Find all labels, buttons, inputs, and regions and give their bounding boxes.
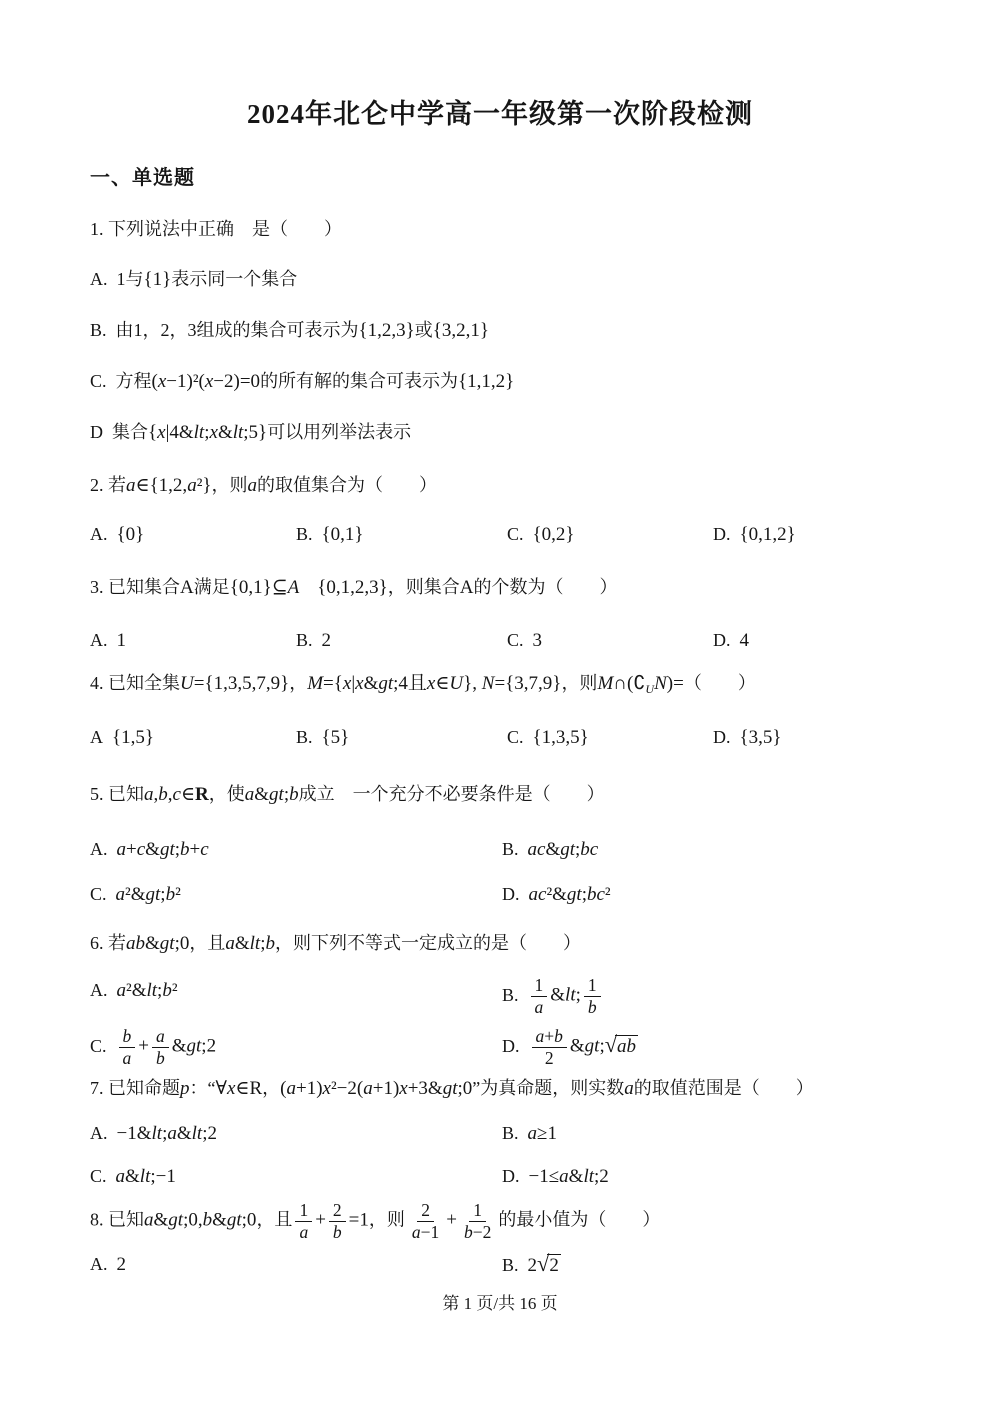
option xyxy=(90,1118,502,1149)
math-run: a xyxy=(247,475,258,496)
text-run: 7. 已知命题 xyxy=(90,1078,180,1098)
text-run xyxy=(299,577,317,597)
option-label: A xyxy=(90,727,103,747)
math-run: {1,5} xyxy=(112,727,154,748)
text-run: ，则下列不等式一定成立的是（ ） xyxy=(274,933,581,953)
option-label: B. xyxy=(296,727,313,747)
option xyxy=(502,975,910,1018)
math-run: (a+1)x²−2(a+1)x+3&gt;0 xyxy=(280,1078,473,1099)
fraction-numerator: 2 xyxy=(417,1200,434,1222)
fraction-numerator: 1 xyxy=(295,1200,312,1222)
fraction xyxy=(152,1026,169,1069)
math-run: {3,2,1} xyxy=(432,320,490,341)
page-footer: 第 1 页/共 16 页 xyxy=(442,1294,558,1313)
math-run: −1≤a&lt;2 xyxy=(528,1166,609,1187)
math-run: a&gt;0,b&gt;0 xyxy=(144,1209,257,1231)
math-run: a&gt;b xyxy=(244,784,299,805)
text-run: ， xyxy=(289,673,308,693)
option-label: B. xyxy=(502,1123,519,1143)
text-run: ，则 xyxy=(561,673,598,693)
question-stem xyxy=(90,1200,910,1243)
fraction-numerator: 1 xyxy=(584,975,601,997)
option-label: A. xyxy=(90,524,108,544)
question-stem xyxy=(90,668,910,704)
option xyxy=(90,519,296,550)
option-label: C. xyxy=(90,1166,107,1186)
text-run: 6. 若 xyxy=(90,933,126,953)
option-row xyxy=(90,1026,910,1069)
question-stem xyxy=(90,1073,910,1104)
option xyxy=(713,722,910,753)
math-run: a≥1 xyxy=(527,1123,557,1144)
option xyxy=(90,625,296,656)
math-run: a²&gt;b² xyxy=(115,884,181,905)
option xyxy=(507,722,713,753)
math-run: + xyxy=(315,1209,326,1231)
math-run: 2 xyxy=(527,1255,538,1276)
option-label: D. xyxy=(502,1166,520,1186)
math-run: {0,2} xyxy=(532,524,575,545)
fraction-denominator: a xyxy=(122,1048,132,1068)
text-run: 或 xyxy=(414,320,433,340)
question-2 xyxy=(90,470,910,550)
text-run: ”为真命题，则实数 xyxy=(472,1078,625,1098)
text-run: ，则集合 xyxy=(387,577,460,597)
math-run: {1,3,5} xyxy=(532,727,589,748)
option xyxy=(507,625,713,656)
math-run: ac²&gt;bc² xyxy=(528,884,611,905)
math-upright: R xyxy=(249,1078,263,1099)
option xyxy=(90,417,910,448)
question-1 xyxy=(90,214,910,448)
option-row xyxy=(90,975,910,1018)
option xyxy=(502,879,910,910)
math-run: 3 xyxy=(532,630,543,651)
math-run: ac&gt;bc xyxy=(527,839,599,860)
text-run: 的所有解的集合可表示为 xyxy=(260,371,459,391)
question-stem xyxy=(90,779,910,810)
question-stem xyxy=(90,928,910,959)
option-label: A. xyxy=(90,1123,108,1143)
math-run: {0,1,2} xyxy=(739,524,796,545)
option-row xyxy=(90,722,910,753)
math-run: {0,1,2,3} xyxy=(317,577,388,598)
fraction xyxy=(532,1026,567,1069)
text-run: 的取值集合为（ ） xyxy=(257,475,438,495)
option xyxy=(296,625,507,656)
fraction-denominator: a xyxy=(299,1222,309,1242)
option xyxy=(713,519,910,550)
math-run: {3,5} xyxy=(739,727,782,748)
text-run: ，使 xyxy=(208,784,245,804)
questions xyxy=(90,214,910,1281)
option xyxy=(90,834,502,865)
text-run: ，且 xyxy=(256,1209,293,1230)
fraction-numerator: a+b xyxy=(532,1026,567,1048)
math-run: &gt;2 xyxy=(171,1035,217,1057)
text-run: 由1，2，3组成的集合可表示为 xyxy=(115,320,359,340)
fraction xyxy=(295,1200,312,1243)
fraction-denominator: a−1 xyxy=(411,1222,440,1242)
fraction-denominator: b xyxy=(332,1222,342,1242)
text-run: 可以用列举法表示 xyxy=(267,422,412,442)
question-5 xyxy=(90,779,910,910)
option xyxy=(502,1118,910,1149)
fraction-denominator: b xyxy=(155,1048,165,1068)
text-run: ，则 xyxy=(211,475,248,495)
option-label: A. xyxy=(90,1254,108,1274)
text-run: ，则 xyxy=(368,1209,405,1230)
text-run: 1. 下列说法中正确 是（ ） xyxy=(90,219,342,239)
math-bold: R xyxy=(195,784,209,805)
math-run: (x−1)²(x−2)=0 xyxy=(151,371,261,392)
text-run: 成立 一个充分不必要条件是（ ） xyxy=(298,784,605,804)
option xyxy=(507,519,713,550)
text-run: 的个数为（ ） xyxy=(473,577,618,597)
fraction-denominator: b−2 xyxy=(463,1222,492,1242)
fraction xyxy=(329,1200,346,1243)
option xyxy=(713,625,910,656)
text-run: 2. 若 xyxy=(90,475,126,495)
question-stem xyxy=(90,470,910,501)
fraction-denominator: a xyxy=(534,997,544,1017)
option-label: C. xyxy=(507,727,524,747)
math-run: 2 xyxy=(321,630,332,651)
option xyxy=(296,722,507,753)
complement-symbol: $∁_U$ xyxy=(633,673,655,696)
option xyxy=(90,1249,502,1281)
fraction-denominator: b xyxy=(587,997,597,1017)
math-run: a∈{1,2,a²} xyxy=(126,475,212,496)
fraction-denominator: 2 xyxy=(544,1048,554,1068)
fraction-numerator: 2 xyxy=(329,1200,346,1222)
text-run: 1与 xyxy=(116,269,144,289)
math-run: {1,1,2} xyxy=(458,371,515,392)
fraction xyxy=(408,1200,443,1243)
option-label: A. xyxy=(90,839,108,859)
option-label: A. xyxy=(90,269,108,289)
option-label: C. xyxy=(507,524,524,544)
option xyxy=(90,315,910,346)
option-label: C. xyxy=(90,371,107,391)
math-run: 4 xyxy=(739,630,749,651)
option-label: C. xyxy=(90,884,107,904)
option xyxy=(90,1161,502,1192)
math-run: {5} xyxy=(321,727,350,748)
math-upright: A xyxy=(180,577,194,598)
option-label: B. xyxy=(296,630,313,650)
option-label: D xyxy=(90,422,103,442)
fraction-numerator: 1 xyxy=(469,1200,486,1222)
question-6 xyxy=(90,928,910,1069)
option-label: B. xyxy=(296,524,313,544)
math-run: a+c&gt;b+c xyxy=(116,839,209,860)
math-run: &lt; xyxy=(550,984,581,1006)
option-label: D. xyxy=(502,1035,520,1056)
option-label: B. xyxy=(90,320,107,340)
text-run: ：“ xyxy=(189,1078,216,1098)
math-run: M={x|x&gt;4且x∈U}, N={3,7,9} xyxy=(307,673,562,694)
option xyxy=(90,975,502,1018)
math-run: U={1,3,5,7,9} xyxy=(180,673,290,694)
option-label: D. xyxy=(713,524,731,544)
option-label: C. xyxy=(90,1035,107,1056)
math-run: {0,1} xyxy=(321,524,364,545)
option xyxy=(90,264,910,295)
math-upright: A xyxy=(459,577,474,598)
fraction xyxy=(531,975,548,1018)
math-run: + xyxy=(446,1209,457,1231)
question-stem xyxy=(90,214,910,244)
option xyxy=(90,722,296,753)
section-heading: 一、单选题 xyxy=(90,167,195,189)
math-run: a&lt;−1 xyxy=(115,1166,176,1187)
question-3 xyxy=(90,572,910,656)
math-run: ∀x∈ xyxy=(215,1078,250,1099)
fraction xyxy=(584,975,601,1018)
question-4 xyxy=(90,668,910,753)
text-run: （ ） xyxy=(683,673,756,693)
math-run: {1,2,3} xyxy=(358,320,415,341)
math-run: 1 xyxy=(116,630,126,651)
option xyxy=(502,1026,910,1069)
option-label: D. xyxy=(713,630,731,650)
text-run: 集合 xyxy=(112,422,148,442)
option xyxy=(502,834,910,865)
question-stem xyxy=(90,572,910,603)
option-row xyxy=(90,519,910,550)
text-run: 满足 xyxy=(193,577,230,597)
option-row xyxy=(90,879,910,910)
text-run: 3. 已知集合 xyxy=(90,577,180,597)
fraction xyxy=(119,1026,136,1069)
math-run: a²&lt;b² xyxy=(116,980,178,1001)
option-row xyxy=(90,1249,910,1281)
option xyxy=(90,1026,502,1069)
math-run: ab&gt;0 xyxy=(126,933,190,954)
math-run: a xyxy=(624,1078,634,1099)
text-run: ，且 xyxy=(189,933,226,953)
option-row xyxy=(90,834,910,865)
option xyxy=(502,1161,910,1192)
text-run: ， xyxy=(262,1078,281,1098)
fraction-numerator: 1 xyxy=(531,975,548,997)
math-run: {1} xyxy=(143,269,172,290)
math-run: N)= xyxy=(654,673,684,694)
math-run: + xyxy=(138,1035,149,1057)
option-label: B. xyxy=(502,1255,519,1275)
text-run: 的最小值为（ ） xyxy=(498,1209,661,1230)
text-run: 8. 已知 xyxy=(90,1209,144,1230)
math-run: =1 xyxy=(348,1209,369,1231)
option-row xyxy=(90,1161,910,1192)
option xyxy=(90,879,502,910)
text-run: 5. 已知 xyxy=(90,784,144,804)
math-run: 2 xyxy=(116,1254,126,1275)
question-7 xyxy=(90,1073,910,1192)
math-run: −1&lt;a&lt;2 xyxy=(116,1123,217,1144)
question-8 xyxy=(90,1200,910,1281)
math-run: &gt; xyxy=(569,1035,605,1057)
math-run: {0} xyxy=(116,524,145,545)
page-title: 2024年北仑中学高一年级第一次阶段检测 xyxy=(247,99,753,129)
fraction xyxy=(460,1200,495,1243)
text-run: 4. 已知全集 xyxy=(90,673,180,693)
text-run: 表示同一个集合 xyxy=(171,269,298,289)
text-run: 的取值范围是（ ） xyxy=(633,1078,814,1098)
math-run: {0,1}⊆A xyxy=(229,577,300,598)
fraction-numerator: b xyxy=(119,1026,136,1048)
square-root: √2 xyxy=(537,1251,559,1276)
option-label: B. xyxy=(502,984,519,1005)
option xyxy=(502,1249,910,1281)
math-run: a,b,c∈ xyxy=(144,784,196,805)
option-label: A. xyxy=(90,980,108,1000)
option xyxy=(296,519,507,550)
option-row xyxy=(90,625,910,656)
square-root: √ab xyxy=(604,1031,637,1057)
option-label: A. xyxy=(90,630,108,650)
option-label: D. xyxy=(502,884,520,904)
option xyxy=(90,366,910,397)
math-run: p xyxy=(180,1078,190,1099)
option-label: D. xyxy=(713,727,731,747)
math-run: a&lt;b xyxy=(225,933,275,954)
option-label: C. xyxy=(507,630,524,650)
option-label: B. xyxy=(502,839,519,859)
math-run: {x|4&lt;x&lt;5} xyxy=(148,422,268,443)
fraction-numerator: a xyxy=(152,1026,169,1048)
math-run: M∩( xyxy=(597,673,634,694)
text-run: 方程 xyxy=(115,371,152,391)
option-row xyxy=(90,1118,910,1149)
